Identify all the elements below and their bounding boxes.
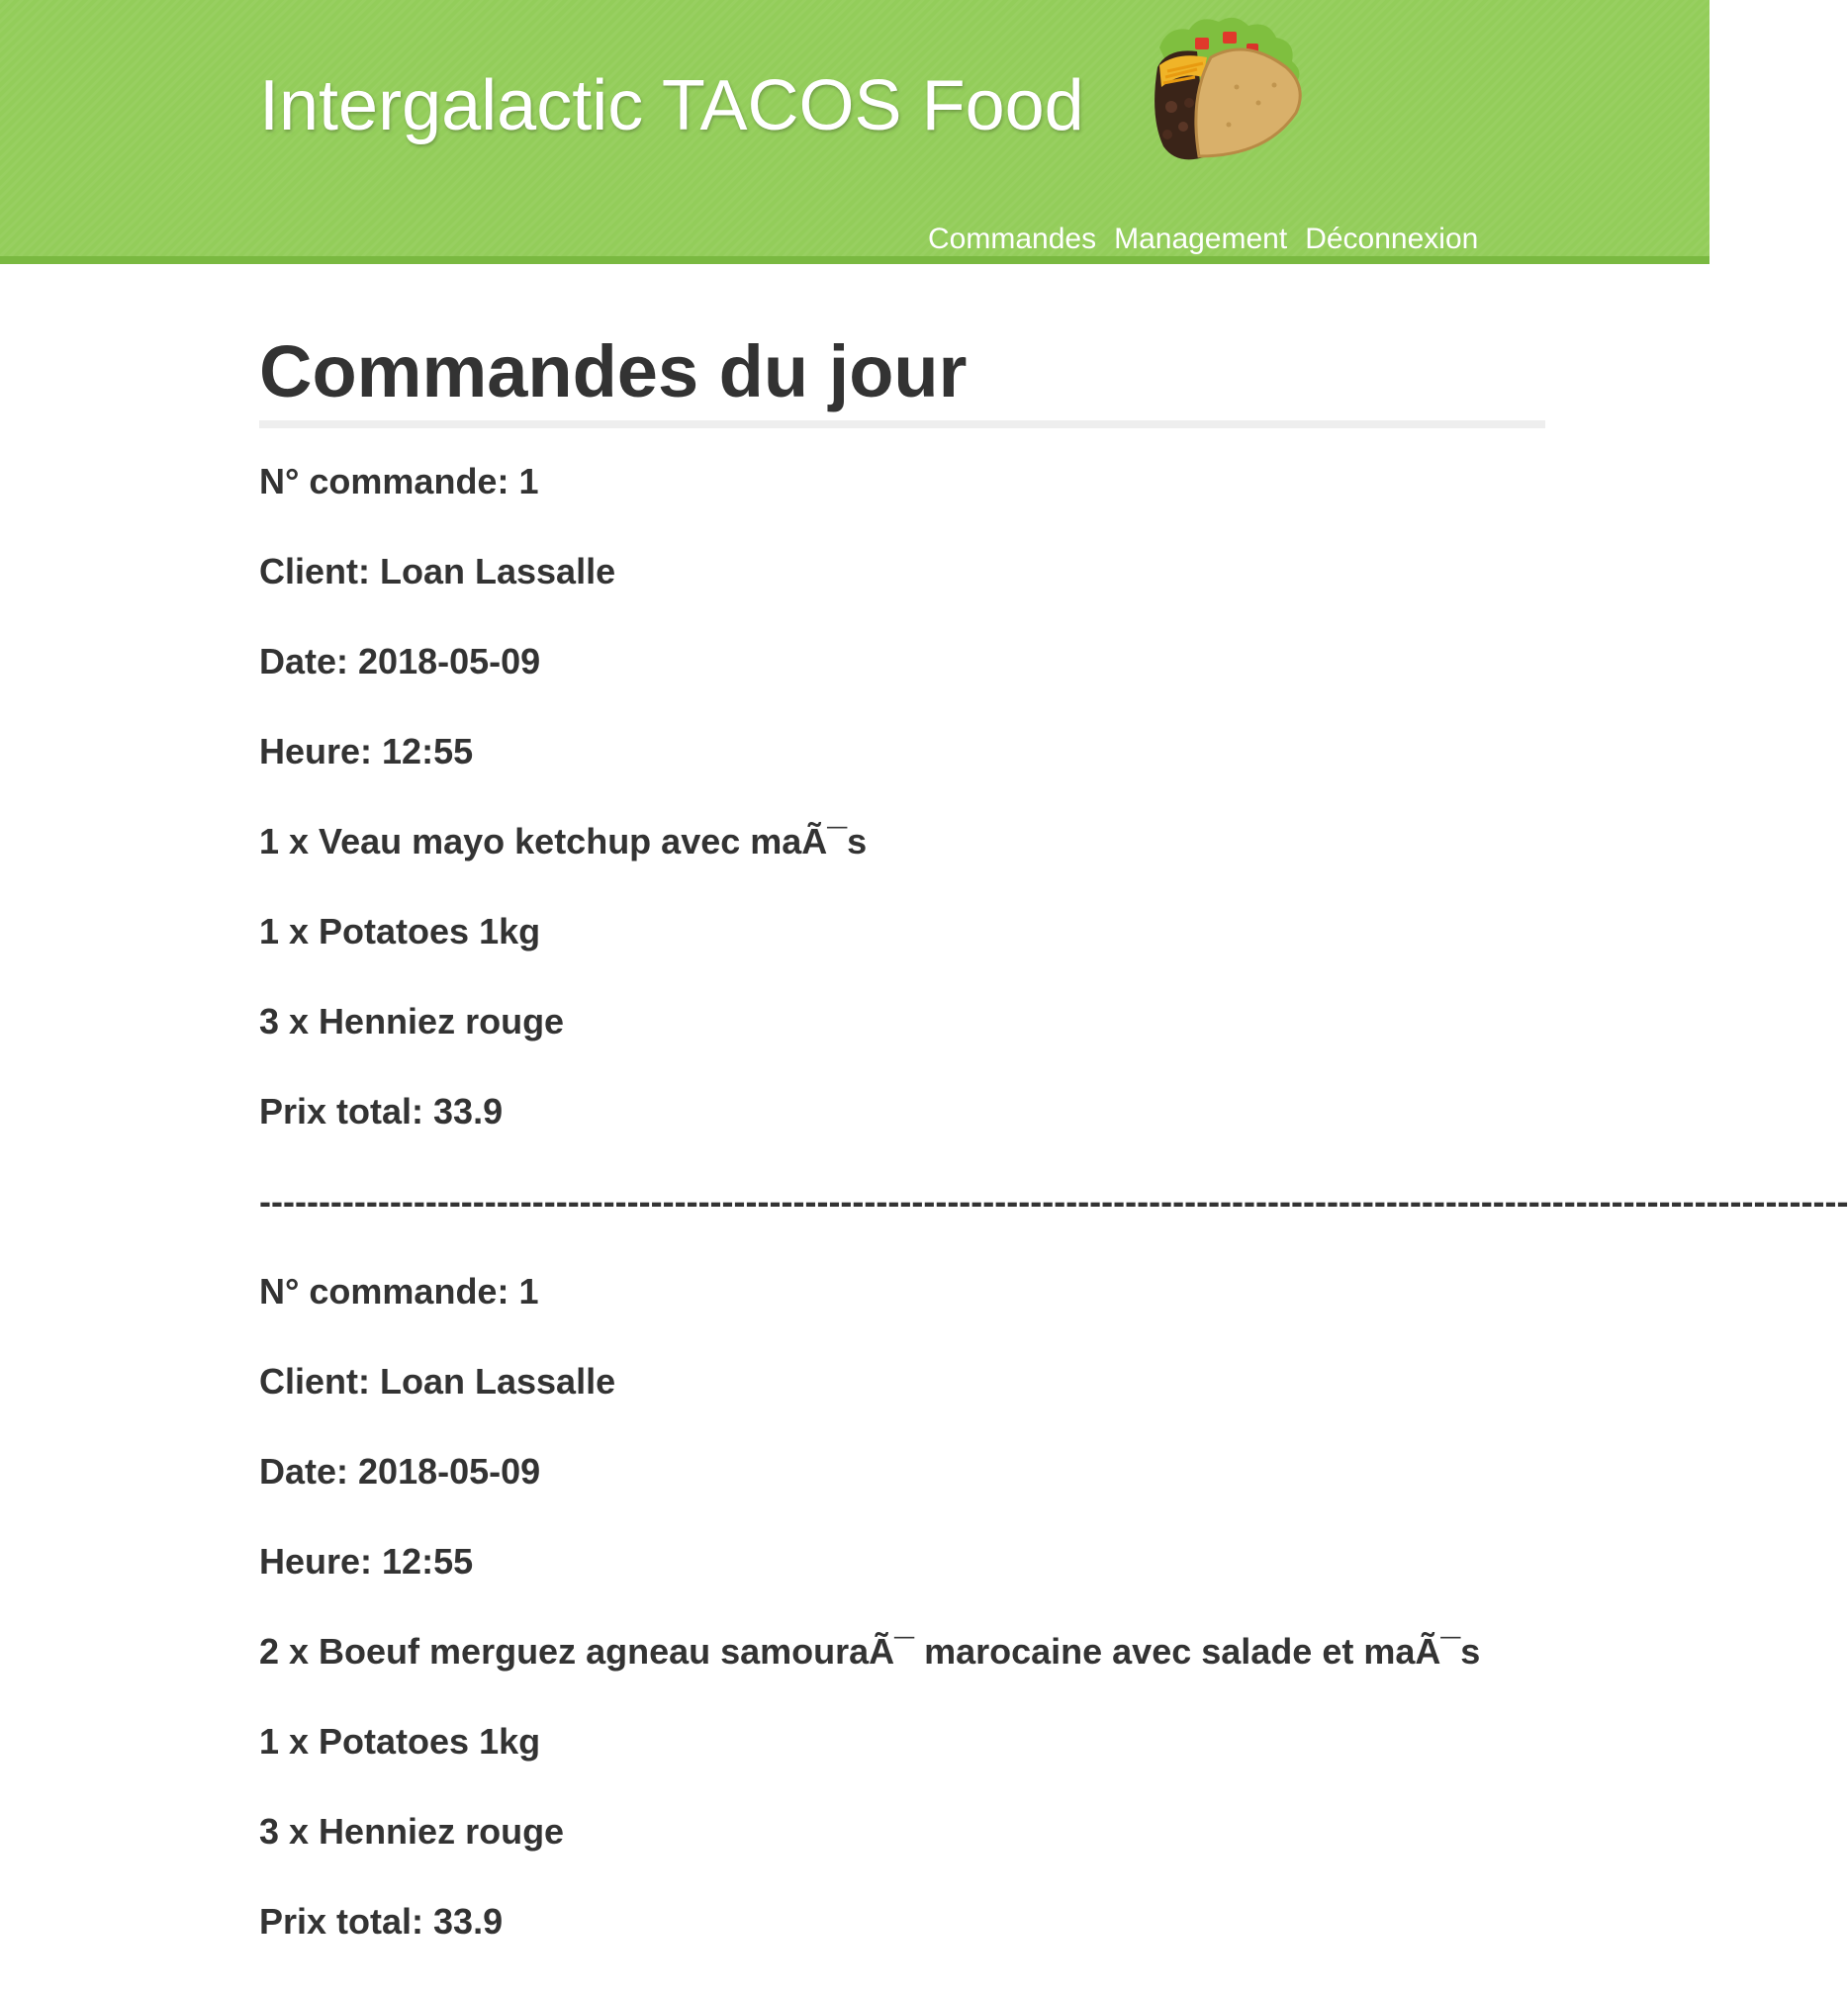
order-client: Client: Loan Lassalle	[259, 1361, 616, 1402]
order-number: N° commande: 1	[259, 1271, 539, 1312]
order-date: Date: 2018-05-09	[259, 1451, 541, 1492]
site-title: Intergalactic TACOS Food	[259, 66, 1084, 145]
order-client: Client: Loan Lassalle	[259, 551, 616, 591]
order-item: 1 x Potatoes 1kg	[259, 1721, 541, 1762]
order-item: 1 x Potatoes 1kg	[259, 911, 541, 951]
order-item: 1 x Veau mayo ketchup avec maÃ¯s	[259, 821, 868, 861]
order-item: 2 x Boeuf merguez agneau samouraÃ¯ marocaine avec salade et maÃ¯s	[259, 1631, 1481, 1672]
order-total: Prix total: 33.9	[259, 1091, 504, 1132]
order-item: 3 x Henniez rouge	[259, 1001, 565, 1041]
nav-deconnexion[interactable]: Déconnexion	[1305, 223, 1479, 255]
order-total: Prix total: 33.9	[259, 1901, 504, 1942]
page-title: Commandes du jour	[259, 329, 1545, 428]
order-item: 3 x Henniez rouge	[259, 1811, 565, 1852]
main-content	[259, 264, 1848, 1992]
order-date: Date: 2018-05-09	[259, 641, 541, 681]
nav-commandes[interactable]: Commandes	[928, 223, 1097, 255]
taco-icon	[1138, 8, 1316, 181]
order-time: Heure: 12:55	[259, 1541, 474, 1582]
order-block	[259, 1272, 1545, 1992]
order-block	[259, 462, 1545, 1182]
site-header	[0, 0, 1709, 264]
orders-list	[259, 461, 1848, 1992]
nav-management[interactable]: Management	[1114, 223, 1288, 255]
order-number: N° commande: 1	[259, 461, 539, 501]
order-time: Heure: 12:55	[259, 731, 474, 771]
order-separator: --------------------------------------------------------------------------------------------------------------------------------------	[259, 1181, 1848, 1222]
main-nav	[928, 218, 1478, 261]
